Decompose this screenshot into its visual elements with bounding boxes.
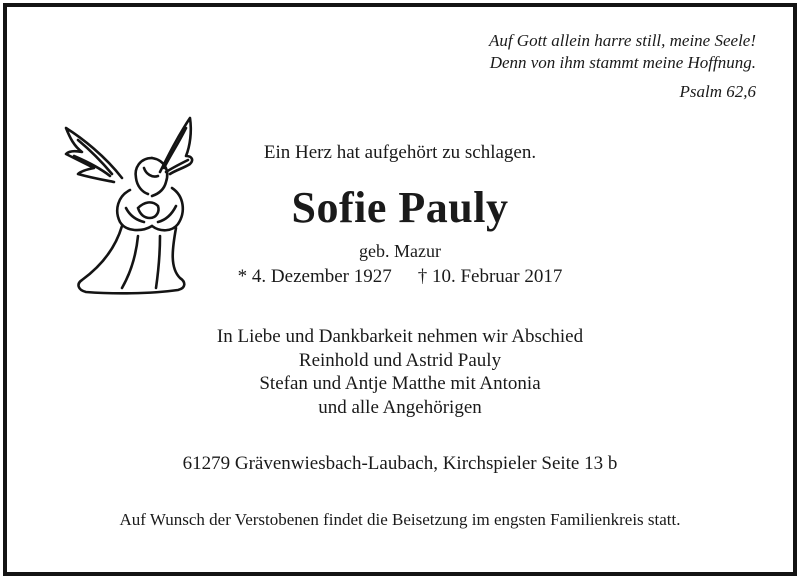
family-address: 61279 Grävenwiesbach-Laubach, Kirchspieler Seite 13 b (182, 453, 618, 474)
burial-notice: Auf Wunsch der Verstobenen findet die Beisetzung im engsten Familienkreis statt. (119, 510, 681, 529)
death-date: † 10. Februar 2017 (417, 266, 563, 287)
psalm-line-2: Denn von ihm stammt meine Hoffnung. (489, 53, 756, 72)
mourner-line: Reinhold und Astrid Pauly (298, 349, 502, 371)
psalm-reference: Psalm 62,6 (679, 82, 756, 101)
psalm-quote (489, 30, 756, 103)
birth-date: * 4. Dezember 1927 (237, 266, 392, 287)
maiden-name: geb. Mazur (359, 241, 441, 261)
mourner-line: und alle Angehörigen (318, 396, 482, 418)
life-dates (0, 266, 800, 288)
mourner-line: In Liebe und Dankbarkeit nehmen wir Abschied (216, 326, 584, 347)
psalm-line-1: Auf Gott allein harre still, meine Seele! (488, 31, 756, 50)
deceased-name: Sofie Pauly (291, 183, 509, 232)
mourners-list (0, 325, 800, 419)
mourner-line: Stefan und Antje Matthe mit Antonia (259, 373, 541, 394)
intro-text: Ein Herz hat aufgehört zu schlagen. (263, 142, 537, 163)
